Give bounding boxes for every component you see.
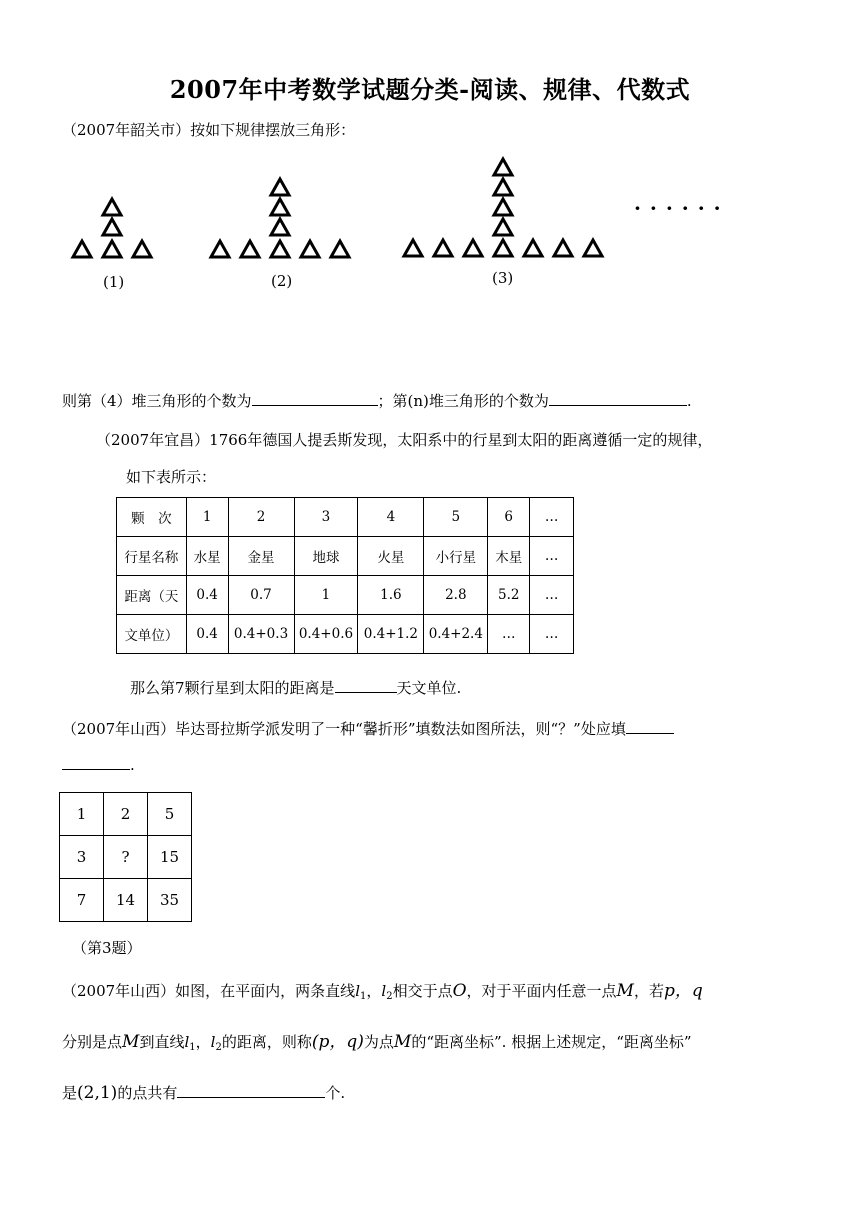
- variables-pq: p，q: [663, 981, 703, 1001]
- q1-question: [62, 391, 692, 411]
- table-cell: 1: [186, 498, 228, 537]
- line-l2: l: [381, 982, 387, 1000]
- q3-caption: （第3题）: [72, 939, 142, 957]
- line-l2: l: [210, 1033, 216, 1051]
- table-cell: 2.8: [424, 576, 488, 615]
- subscript-2: 2: [215, 1042, 222, 1053]
- answer-blank-nth-pile[interactable]: [549, 391, 687, 406]
- table-cell: 火星: [358, 537, 424, 576]
- table-cell: 距离（天: [117, 576, 187, 615]
- q1-intro: （2007年韶关市）按如下规律摆放三角形：: [62, 121, 356, 139]
- line-l1: l: [355, 982, 360, 1000]
- grid-row: [60, 879, 192, 922]
- q4-text: ，若: [633, 982, 664, 1000]
- table-row-name: [117, 537, 574, 576]
- q4-text: 分别是点: [62, 1033, 123, 1051]
- q1-ask-b: ；第(n)堆三角形的个数为: [377, 392, 549, 410]
- table-cell: 0.4+1.2: [358, 615, 424, 654]
- q4-text: ，对于平面内任意一点: [466, 982, 617, 1000]
- grid-cell: 15: [148, 836, 192, 879]
- triangle-figure: [60, 150, 760, 300]
- table-cell: 地球: [294, 537, 358, 576]
- grid-cell: 5: [148, 793, 192, 836]
- table-cell: 0.4+2.4: [424, 615, 488, 654]
- q2-question: [130, 678, 461, 698]
- table-cell: 文单位）: [117, 615, 187, 654]
- q4-text: （2007年山西）如图，在平面内，两条直线: [62, 982, 356, 1000]
- answer-blank-4th-pile[interactable]: [252, 391, 378, 406]
- distance-coordinate: (2,1): [77, 1083, 118, 1103]
- table-row-order: [117, 498, 574, 537]
- table-cell: 木星: [488, 537, 530, 576]
- number-grid: [59, 792, 192, 922]
- table-cell: 2: [228, 498, 294, 537]
- q1-ask-end: .: [686, 392, 692, 410]
- table-cell: …: [530, 537, 574, 576]
- triangle-stack-2: [211, 179, 349, 257]
- table-cell: 0.4: [186, 576, 228, 615]
- figure-label-1: (1): [103, 273, 125, 291]
- q3-line-2: [62, 755, 135, 775]
- table-cell: 1.6: [358, 576, 424, 615]
- q4-text: 到直线: [139, 1033, 185, 1051]
- grid-cell: ?: [104, 836, 148, 879]
- page-title: 2007年中考数学试题分类-阅读、规律、代数式: [169, 75, 691, 104]
- table-cell: 颗 次: [117, 498, 187, 537]
- table-cell: 1: [294, 576, 358, 615]
- grid-cell: 2: [104, 793, 148, 836]
- table-cell: …: [530, 615, 574, 654]
- grid-cell: 3: [60, 836, 104, 879]
- continuation-dots: · · · · · ·: [634, 196, 722, 220]
- figure-label-3: (3): [492, 269, 514, 287]
- table-cell: 行星名称: [117, 537, 187, 576]
- q4-text: 为点: [363, 1033, 394, 1051]
- table-cell: 小行星: [424, 537, 488, 576]
- q2-intro: （2007年宜昌）1766年德国人提丢斯发现，太阳系中的行星到太阳的距离遵循一定的规律，: [96, 431, 713, 449]
- subscript-1: 1: [189, 1042, 196, 1053]
- q4-line-1: [62, 981, 703, 1007]
- grid-cell: 35: [148, 879, 192, 922]
- answer-blank-question-mark[interactable]: [626, 719, 674, 734]
- q4-text: 相交于点: [392, 982, 453, 1000]
- grid-cell: 7: [60, 879, 104, 922]
- q4-text: 的距离，则称: [221, 1033, 312, 1051]
- q3-intro-text: （2007年山西）毕达哥拉斯学派发明了一种“馨折形”填数法如图所法，则“？”处应填: [62, 720, 626, 738]
- q4-text: 个.: [325, 1084, 346, 1102]
- table-cell: …: [530, 576, 574, 615]
- q4-text: ，: [195, 1033, 211, 1051]
- table-cell: 0.4: [186, 615, 228, 654]
- grid-row: [60, 836, 192, 879]
- answer-blank-continued[interactable]: [62, 755, 130, 770]
- table-cell: 3: [294, 498, 358, 537]
- q4-text: 是: [62, 1084, 78, 1102]
- table-cell: …: [530, 498, 574, 537]
- subscript-2: 2: [386, 991, 393, 1002]
- grid-cell: 14: [104, 879, 148, 922]
- triangle-stack-1: [73, 199, 151, 257]
- point-O: O: [452, 981, 467, 1001]
- q4-line-3: [62, 1083, 345, 1103]
- table-cell: 4: [358, 498, 424, 537]
- q3-intro: [62, 719, 674, 739]
- point-M: M: [393, 1032, 412, 1052]
- table-cell: 0.4+0.6: [294, 615, 358, 654]
- figure-label-2: (2): [271, 272, 293, 290]
- grid-row: [60, 793, 192, 836]
- q4-text: 的点共有: [117, 1084, 178, 1102]
- q4-line-2: [62, 1032, 692, 1058]
- answer-blank-7th-planet[interactable]: [335, 678, 397, 693]
- line-l1: l: [184, 1033, 190, 1051]
- subscript-1: 1: [360, 991, 367, 1002]
- q2-ask-b: 天文单位.: [396, 679, 462, 697]
- triangle-stack-3: [404, 159, 602, 256]
- planet-distance-table: [116, 497, 574, 654]
- table-cell: 0.4+0.3: [228, 615, 294, 654]
- coordinate-pq: (p，q): [311, 1032, 364, 1052]
- q3-end: .: [130, 756, 135, 774]
- point-M: M: [122, 1032, 140, 1052]
- q2-ask-a: 那么第7颗行星到太阳的距离是: [130, 679, 335, 697]
- table-cell: …: [488, 615, 530, 654]
- table-cell: 水星: [186, 537, 228, 576]
- table-cell: 5.2: [488, 576, 530, 615]
- point-M: M: [616, 981, 634, 1001]
- table-row-expression: [117, 615, 574, 654]
- q4-text: ，: [366, 982, 382, 1000]
- table-row-distance: [117, 576, 574, 615]
- table-cell: 金星: [228, 537, 294, 576]
- table-cell: 0.7: [228, 576, 294, 615]
- table-cell: 6: [488, 498, 530, 537]
- q1-ask-a: 则第（4）堆三角形的个数为: [62, 392, 252, 410]
- q4-text: 的“距离坐标”. 根据上述规定，“距离坐标”: [411, 1033, 692, 1051]
- answer-blank-point-count[interactable]: [177, 1083, 325, 1098]
- table-cell: 5: [424, 498, 488, 537]
- q2-intro-2: 如下表所示：: [126, 468, 217, 486]
- grid-cell: 1: [60, 793, 104, 836]
